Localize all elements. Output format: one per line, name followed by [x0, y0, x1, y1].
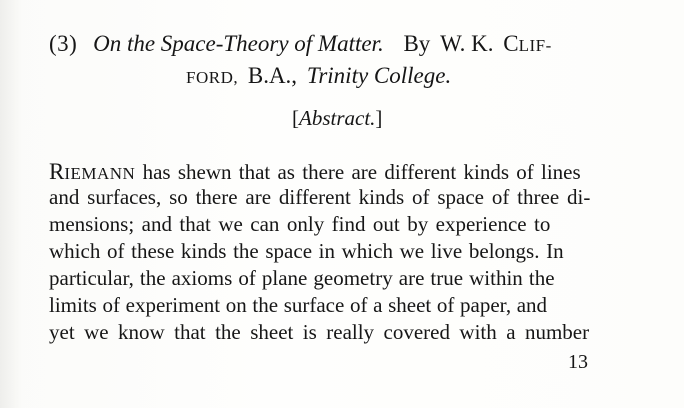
- riemann-smallcaps: IEMANN: [64, 164, 136, 183]
- body-line-2: and surfaces, so there are different kinds of space of three di-: [49, 185, 591, 209]
- author-surname-part-1: [503, 31, 552, 56]
- author-surname-smallcaps-1: LIF-: [518, 36, 552, 55]
- abstract-label-text: Abstract.: [299, 106, 376, 130]
- page-number: 13: [568, 351, 588, 373]
- article-title-line-1: [49, 32, 552, 55]
- article-number: (3): [49, 31, 78, 56]
- abstract-label: [292, 108, 382, 129]
- author-college: Trinity College.: [306, 63, 452, 88]
- riemann-initial: R: [49, 159, 65, 184]
- body-line-1-text: has shewn that as there are different kinds of lines: [142, 160, 581, 184]
- body-line-3: mensions; and that we can only find out by experience to: [49, 212, 551, 236]
- abstract-bracket-open: [: [292, 106, 299, 130]
- abstract-bracket-close: ]: [375, 106, 383, 130]
- article-title-line-2: [186, 64, 451, 87]
- scan-edge-shadow: [0, 0, 22, 408]
- author-degree: B.A.,: [247, 63, 298, 88]
- body-line-7: yet we know that the sheet is really covered with a number: [49, 320, 590, 344]
- body-line-4: which of these kinds the space in which we live belongs. In: [49, 239, 564, 263]
- body-line-6: limits of experiment on the surface of a sheet of paper, and: [49, 293, 548, 317]
- author-initials: W. K.: [440, 31, 494, 56]
- body-line-1: [49, 160, 581, 183]
- author-surname-smallcaps-2: FORD,: [186, 68, 239, 87]
- body-line-5: particular, the axioms of plane geometry are true within the: [49, 266, 555, 290]
- riemann-name: [49, 160, 135, 184]
- by-label: By: [403, 31, 431, 56]
- article-title: On the Space-Theory of Matter.: [93, 31, 384, 56]
- author-surname-initial: C: [503, 31, 519, 56]
